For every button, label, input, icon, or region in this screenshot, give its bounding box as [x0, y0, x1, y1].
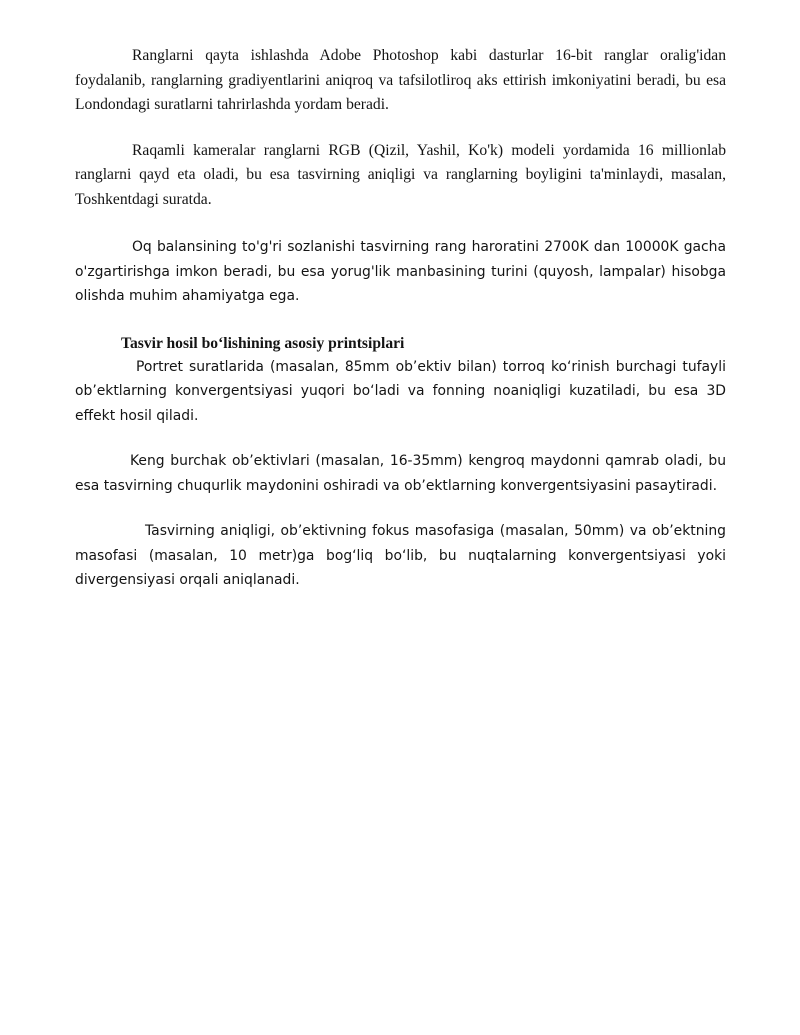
paragraph-wide-angle-lens: Keng burchak ob’ektivlari (masalan, 16-35mm) kengroq maydonni qamrab oladi, bu esa tasvirning chuqurlik maydonini oshiradi va ob’ektlarning konvergentsiyasini pasaytiradi. [75, 453, 726, 494]
paragraph-focus-distance: Tasvirning aniqligi, ob’ektivning fokus masofasiga (masalan, 50mm) va ob’ektning masofasi (masalan, 10 metr)ga bog‘liq bo‘lib, bu nuqtalarning konvergentsiyasi yoki divergensiyasi orqali aniqlanadi. [75, 523, 726, 588]
paragraph-portrait-lens: Portret suratlarida (masalan, 85mm ob’ektiv bilan) torroq ko‘rinish burchagi tufayli ob’ektlarning konvergentsiyasi yuqori bo‘ladi va fonning noaniqligi kuzatiladi, bu esa 3D effekt hosil qiladi. [75, 358, 726, 424]
paragraph-white-balance: Oq balansining to'g'ri sozlanishi tasvirning rang haroratini 2700K dan 10000K gacha o'zgartirishga imkon beradi, bu esa yorug'lik manbasining turini (quyosh, lampalar) hisobga olishda muhim ahamiyatga ega. [75, 239, 726, 304]
section-heading: Tasvir hosil bo‘lishining asosiy printsiplari [121, 334, 405, 352]
paragraph-rgb-camera: Raqamli kameralar ranglarni RGB (Qizil, Yashil, Ko'k) modeli yordamida 16 millionlab ranglarni qayd eta oladi, bu esa tasvirning aniqligi va ranglarning boyligini ta'minlaydi, masalan, Toshkentdagi suratda. [75, 141, 726, 208]
document-page [75, 44, 726, 593]
paragraph-photoshop-color-depth: Ranglarni qayta ishlashda Adobe Photoshop kabi dasturlar 16-bit ranglar oralig'idan foydalanib, ranglarning gradiyentlarini aniqroq va tafsilotliroq aks ettirish imkoniyatini beradi, bu esa Londondagi suratlarni tahrirlashda yordam beradi. [75, 47, 726, 113]
